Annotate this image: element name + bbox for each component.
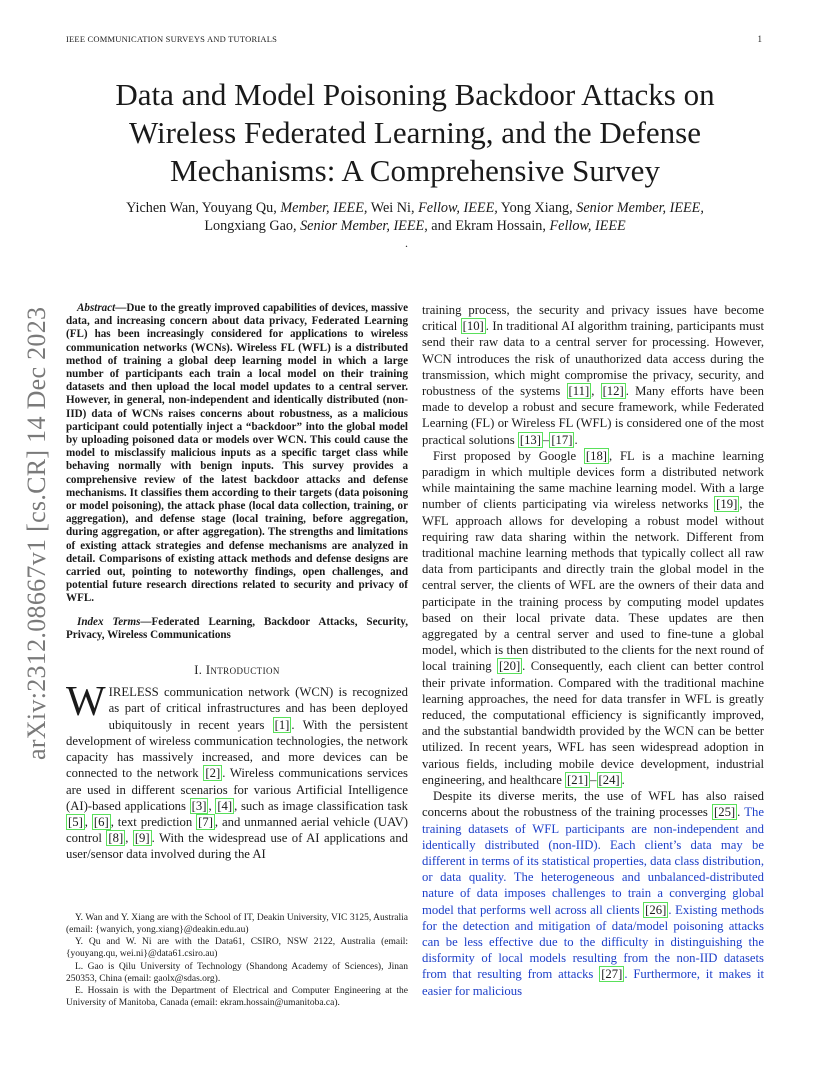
footnote: Y. Wan and Y. Xiang are with the School of IT, Deakin University, VIC 3125, Australia (email: {wanyich, yong.xiang}@deakin.edu.au) (66, 913, 408, 935)
author-text: Longxiang Gao, (204, 218, 301, 234)
citation-link[interactable]: [20] (499, 659, 521, 674)
body-paragraph (422, 448, 764, 788)
dropcap: W (66, 679, 106, 726)
body-text: Despite its diverse merits, the use of WFL has also raised concerns about the robustness of the training processes (422, 789, 764, 820)
citation-link[interactable]: [10] (462, 319, 484, 334)
body-text: First proposed by Google (433, 448, 584, 463)
intro-text: . Wireless communications services are used in different scenarios for various Artificial Intelligence (AI)-based applications (66, 766, 408, 813)
citation-link[interactable]: [9] (134, 831, 150, 846)
citation-link[interactable]: [18] (585, 448, 608, 463)
introduction-left (66, 679, 409, 862)
intro-text: . With the persistent development of wireless communication technologies, the network capacity has massively increased, and more devices can be connected to the network (66, 717, 408, 781)
author-grade: Fellow, IEEE, (418, 200, 498, 216)
author-grade: Fellow, IEEE (549, 218, 626, 234)
footnote: L. Gao is Qilu University of Technology (Shandong Academy of Sciences), Jinan 250353, China (email: gaolx@sdas.org). (66, 961, 408, 984)
intro-text: , and unmanned aerial vehicle (UAV) control (66, 814, 408, 846)
body-text: . Many efforts have been made to develop a robust and secure framework, while Federated Learning (FL) or Wireless FL (WFL) is considered one of the most practical solutions (422, 384, 764, 447)
body-paragraph (422, 302, 764, 448)
body-text: . Consequently, each client can better control their private information. Compared with the traditional machine learning approaches, the need for data transfer in WFL is greatly reduced, the computational efficiency is significantly improved, and the substantial bandwidth provided by the WCN can be better utilized. In recent years, WFL has seen widespread adoption in various fields, including mobile device development, industrial engineering, and healthcare (422, 659, 765, 787)
intro-text: . With the widespread use of AI applications and user/sensor data involved during the AI (66, 831, 409, 862)
author-list (70, 199, 760, 235)
body-text: , (591, 384, 601, 399)
right-column (422, 302, 764, 999)
author-text: Yong Xiang, (497, 200, 577, 216)
body-text: . (621, 772, 625, 787)
intro-text: IRELESS communication network (WCN) is recognized as part of critical infrastructures and has been deployed ubiquitously in recent years (108, 685, 408, 732)
abstract-text: —Due to the greatly improved capabilities of devices, massive data, and increasing concern about data privacy, Federated Learning (FL) has been increasingly considered for applications to wireless communication networks (WCNs). Wireless FL (WFL) is a distributed method of training a global deep learning model in which a large number of participants each train a local model on their training datasets and then upload the local model updates to a central server. However, in general, non-independent and identically distributed (non-IID) data of WCNs raises concerns about robustness, as a malicious participant could potentially inject a “backdoor” into the global model by uploading poisoned data or models over WCN. This could cause the model to misclassify malicious inputs as a specific target class while behaving normally with benign inputs. This survey provides a comprehensive review of the latest backdoor attacks and defense mechanisms. It classifies them according to their targets (data poisoning or model poisoning), the attack phase (local data collection, training, or aggregation), and defense stage (local training, before aggregation, during aggregation, or after aggregation). The strengths and limitations of existing attack strategies and defense mechanisms are analyzed in detail. Comparisons of existing attack methods and defense designs are carried out, pointing to noteworthy findings, open challenges, and potential future research directions related to security and privacy of WFL. (66, 302, 408, 605)
author-grade: Senior Member, IEEE, (576, 200, 704, 216)
paper-title: Data and Model Poisoning Backdoor Attacks on Wireless Federated Learning, and the Defense Mechanisms: A Comprehensive Survey (115, 77, 715, 188)
intro-text: , (84, 814, 92, 829)
index-terms-label: Index Terms (77, 615, 141, 628)
citation-link[interactable]: [6] (93, 814, 109, 829)
citation-link[interactable]: [11] (568, 384, 590, 399)
highlighted-text: . Furthermore, it makes it easier for malicious (422, 967, 764, 998)
citation-link[interactable]: [21] (567, 772, 589, 787)
highlighted-text: . Existing methods for the detection and mitigation of data/model poisoning attacks can be less effective due to the difficulty in distinguishing the disformity of local models resulting from the non-IID datasets from that resulting from attacks (422, 902, 764, 982)
intro-text: , (125, 831, 133, 846)
body-text: . (574, 432, 578, 447)
left-column (66, 302, 408, 863)
author-grade: Senior Member, IEEE (300, 218, 425, 234)
body-text: , FL is a machine learning paradigm in which multiple devices form a distributed network while maintaining the same machine learning model. With a large number of clients participating via wireless networks (422, 448, 764, 512)
citation-link[interactable]: [13] (519, 432, 541, 447)
body-text: . In traditional AI algorithm training, participants must send their raw data to a central server for processing. However, WCN introduces the risk of unauthorized data access during the transmission, which might compromise the privacy, security, and robustness of the systems (422, 319, 764, 399)
citation-link[interactable]: [8] (108, 831, 124, 846)
intro-paragraph (66, 679, 409, 862)
intro-text: , (208, 798, 216, 813)
citation-link[interactable]: [25] (714, 805, 736, 820)
footnotes (66, 913, 408, 1011)
citation-link[interactable]: [3] (191, 798, 207, 813)
author-text: Yichen Wan, Youyang Qu, (126, 200, 281, 216)
author-dot: . (405, 236, 408, 250)
footnote: E. Hossain is with the Department of Electrical and Computer Engineering at the University of Manitoba, Canada (email: ekram.hossain@umanitoba.ca). (66, 986, 408, 1008)
citation-link[interactable]: [17] (551, 432, 573, 447)
body-text: training process, the security and privacy issues have become critical (422, 303, 764, 334)
body-text: , the WFL approach allows for developing a robust model without requiring raw data sharing within the network. Different from traditional machine learning methods that typically collect all raw data from participants and directly train the global model in the central server, the clients of WFL are the owners of their data and participate in the training process by computing model updates based on their local private data. These updates are then aggregated by a central server and used to fine-tune a global model, which is then distributed to the clients for the next round of local training (422, 497, 764, 674)
citation-link[interactable]: [1] (274, 717, 290, 732)
intro-text: , text prediction (110, 814, 197, 829)
intro-text: , such as image classification task (234, 798, 408, 813)
citation-link[interactable]: [12] (602, 384, 624, 399)
footnote: Y. Qu and W. Ni are with the Data61, CSIRO, NSW 2122, Australia (email: {youyang.qu, wei.ni}@data61.csiro.au) (66, 937, 408, 960)
citation-link[interactable]: [2] (205, 766, 221, 781)
highlighted-text: The training datasets of WFL participants are non-independent and identically distributed (non-IID). Each client’s data may be different in terms of its statistical properties, data class distribution, or data quality. The heterogeneous and unbalanced-distributed nature of data imposes challenges to train a converging global model that performs well across all clients (422, 805, 764, 917)
index-terms (66, 616, 408, 642)
citation-link[interactable]: [19] (716, 497, 738, 512)
body-text: – (542, 432, 550, 447)
body-text: – (590, 772, 597, 787)
author-text: , and Ekram Hossain, (424, 218, 550, 234)
citation-link[interactable]: [4] (217, 798, 233, 813)
author-grade: Member, IEEE, (280, 200, 368, 216)
page-number: 1 (757, 34, 762, 44)
running-head: IEEE COMMUNICATION SURVEYS AND TUTORIALS (66, 34, 278, 44)
body-text: . (737, 805, 741, 820)
section-heading: I. Introduction (194, 663, 280, 678)
citation-link[interactable]: [7] (198, 814, 213, 829)
citation-link[interactable]: [26] (645, 902, 667, 917)
citation-link[interactable]: [5] (68, 814, 83, 829)
arxiv-stamp: arXiv:2312.08667v1 [cs.CR] 14 Dec 2023 (22, 306, 51, 760)
abstract (66, 302, 408, 606)
index-terms-text: —Federated Learning, Backdoor Attacks, Security, Privacy, Wireless Communications (66, 615, 408, 641)
body-paragraph (422, 788, 764, 999)
citation-link[interactable]: [24] (598, 772, 620, 787)
citation-link[interactable]: [27] (601, 967, 623, 982)
author-text: Wei Ni, (367, 200, 419, 216)
abstract-label: Abstract (77, 302, 116, 314)
